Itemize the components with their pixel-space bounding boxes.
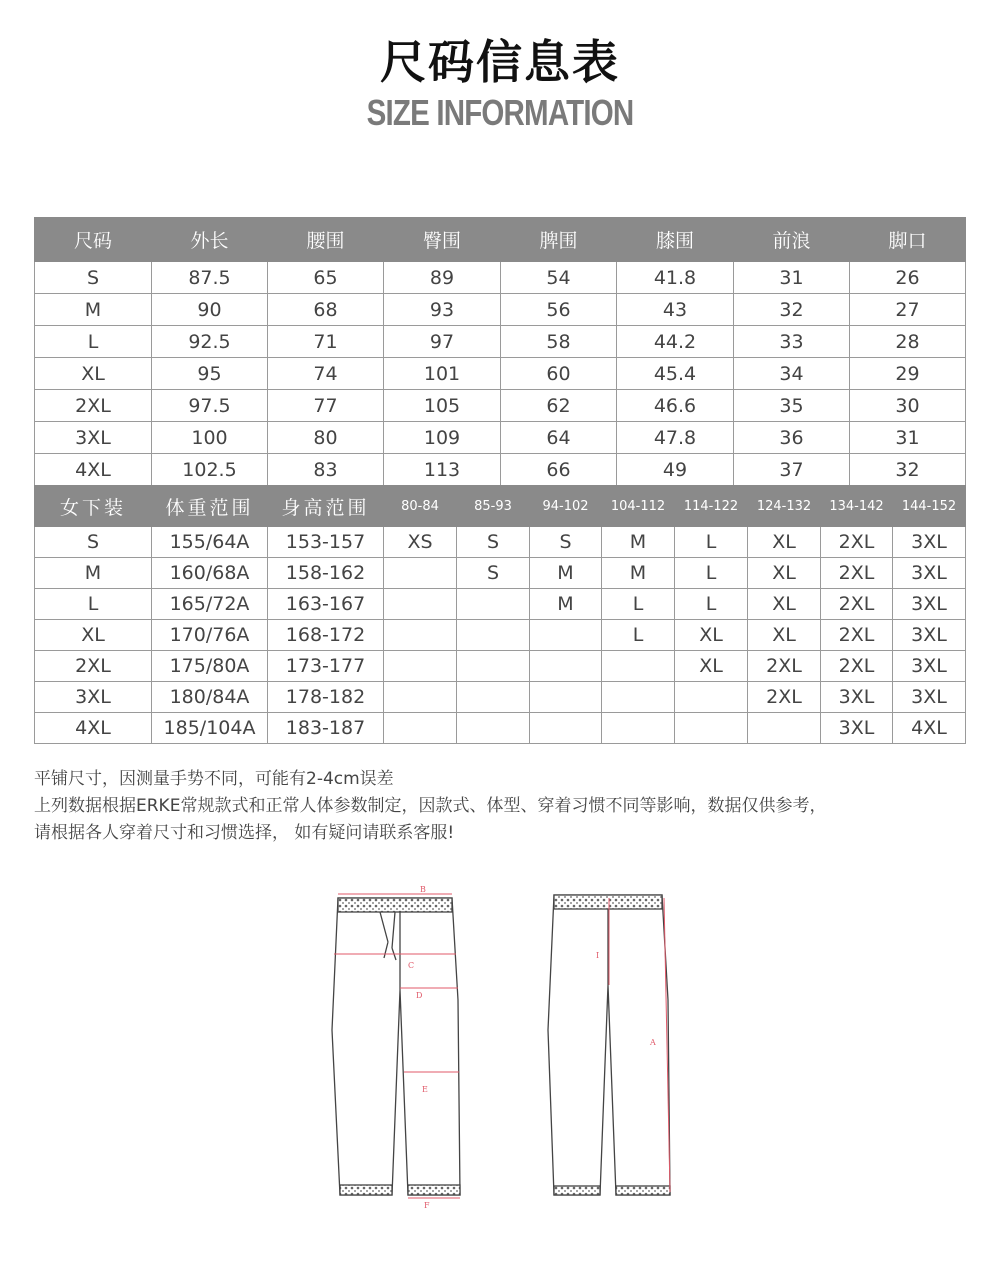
table-cell: XL	[675, 620, 748, 651]
column-header: 134-142	[821, 486, 893, 527]
table-cell: 60	[501, 358, 617, 390]
column-header: 124-132	[748, 486, 821, 527]
table-cell	[384, 558, 457, 589]
label-e: E	[422, 1085, 428, 1094]
table-cell: 2XL	[35, 390, 152, 422]
table-cell	[675, 713, 748, 744]
column-header: 114-122	[675, 486, 748, 527]
table-cell: 28	[850, 326, 966, 358]
label-b: B	[420, 885, 426, 894]
table-cell	[457, 620, 530, 651]
table-cell	[384, 682, 457, 713]
table-cell: 2XL	[35, 651, 152, 682]
column-header: 体重范围	[152, 486, 268, 527]
table-cell: XL	[35, 358, 152, 390]
table-cell: 35	[734, 390, 850, 422]
table-cell: 3XL	[35, 422, 152, 454]
column-header: 脾围	[501, 218, 617, 262]
table-cell: 163-167	[268, 589, 384, 620]
table-cell: 32	[734, 294, 850, 326]
note-line: 平铺尺寸，因测量手势不同，可能有2-4cm误差	[34, 769, 394, 789]
table-row	[35, 454, 966, 486]
column-header: 104-112	[602, 486, 675, 527]
table-cell: 47.8	[617, 422, 734, 454]
table-cell	[602, 713, 675, 744]
table-cell: M	[530, 558, 602, 589]
table-cell: 165/72A	[152, 589, 268, 620]
table-row	[35, 682, 966, 713]
table-cell: 44.2	[617, 326, 734, 358]
table-cell	[384, 651, 457, 682]
table-cell: 3XL	[821, 682, 893, 713]
table-cell: 3XL	[893, 558, 966, 589]
table-cell: 62	[501, 390, 617, 422]
column-header: 80-84	[384, 486, 457, 527]
table-cell: 2XL	[821, 527, 893, 558]
table-cell: 180/84A	[152, 682, 268, 713]
table-cell: 3XL	[821, 713, 893, 744]
column-header: 脚口	[850, 218, 966, 262]
table-cell	[384, 589, 457, 620]
table-cell: 3XL	[893, 589, 966, 620]
table-cell: 3XL	[893, 620, 966, 651]
table-cell: 64	[501, 422, 617, 454]
table-cell	[457, 589, 530, 620]
table-cell: 109	[384, 422, 501, 454]
table-cell: 97	[384, 326, 501, 358]
fit-table	[34, 485, 966, 744]
page-title: 尺码信息表	[380, 35, 620, 89]
label-i: I	[596, 951, 600, 960]
page-subtitle: SIZE INFORMATION	[366, 92, 634, 133]
table-cell: 80	[268, 422, 384, 454]
note-line: 请根据各人穿着尺寸和习惯选择， 如有疑问请联系客服!	[34, 823, 455, 843]
table-cell: 4XL	[893, 713, 966, 744]
table-cell: 27	[850, 294, 966, 326]
table-cell: 105	[384, 390, 501, 422]
table-cell: S	[35, 262, 152, 294]
measurement-table-header	[35, 218, 966, 262]
table-cell: 54	[501, 262, 617, 294]
table-cell: 101	[384, 358, 501, 390]
table-cell	[530, 713, 602, 744]
column-header: 臀围	[384, 218, 501, 262]
label-a: A	[650, 1038, 656, 1047]
table-cell: 56	[501, 294, 617, 326]
table-cell: 168-172	[268, 620, 384, 651]
table-cell: L	[602, 620, 675, 651]
label-f: F	[424, 1201, 430, 1210]
table-cell: 95	[152, 358, 268, 390]
table-cell: 43	[617, 294, 734, 326]
table-cell: XL	[748, 527, 821, 558]
table-cell: 87.5	[152, 262, 268, 294]
size-notes	[34, 766, 974, 847]
table-cell: 65	[268, 262, 384, 294]
table-cell: 170/76A	[152, 620, 268, 651]
table-cell: XL	[675, 651, 748, 682]
table-cell: 37	[734, 454, 850, 486]
table-row	[35, 358, 966, 390]
table-cell: XL	[748, 558, 821, 589]
table-cell: 46.6	[617, 390, 734, 422]
column-header: 94-102	[530, 486, 602, 527]
column-header: 女下装	[35, 486, 152, 527]
table-cell: 90	[152, 294, 268, 326]
table-cell: 2XL	[821, 651, 893, 682]
fit-table-header	[35, 486, 966, 527]
table-cell: 34	[734, 358, 850, 390]
pants-measurement-diagram	[320, 880, 690, 1210]
table-cell: 29	[850, 358, 966, 390]
table-cell: 31	[850, 422, 966, 454]
table-cell: 178-182	[268, 682, 384, 713]
table-row	[35, 713, 966, 744]
table-cell: 4XL	[35, 713, 152, 744]
table-cell: 66	[501, 454, 617, 486]
table-cell	[602, 651, 675, 682]
table-cell: 97.5	[152, 390, 268, 422]
table-cell: 45.4	[617, 358, 734, 390]
measurement-table	[34, 217, 966, 486]
table-cell: 2XL	[821, 589, 893, 620]
table-cell: 93	[384, 294, 501, 326]
table-cell	[602, 682, 675, 713]
table-cell: 2XL	[821, 620, 893, 651]
table-cell: 31	[734, 262, 850, 294]
table-cell: L	[35, 326, 152, 358]
table-row	[35, 589, 966, 620]
table-cell: 32	[850, 454, 966, 486]
table-cell: 153-157	[268, 527, 384, 558]
table-cell: 185/104A	[152, 713, 268, 744]
table-cell: 158-162	[268, 558, 384, 589]
column-header: 膝围	[617, 218, 734, 262]
table-cell: 160/68A	[152, 558, 268, 589]
table-cell: 100	[152, 422, 268, 454]
table-cell: XL	[35, 620, 152, 651]
table-cell: 4XL	[35, 454, 152, 486]
table-cell: 83	[268, 454, 384, 486]
table-cell: M	[602, 527, 675, 558]
table-cell	[457, 713, 530, 744]
table-cell: S	[457, 527, 530, 558]
note-line: 上列数据根据ERKE常规款式和正常人体参数制定，因款式、体型、穿着习惯不同等影响，数据仅供参考，	[34, 796, 827, 816]
table-cell: 175/80A	[152, 651, 268, 682]
table-cell: M	[602, 558, 675, 589]
table-row	[35, 620, 966, 651]
table-cell: 92.5	[152, 326, 268, 358]
table-cell: M	[35, 294, 152, 326]
table-cell: S	[35, 527, 152, 558]
column-header: 尺码	[35, 218, 152, 262]
table-cell: S	[457, 558, 530, 589]
table-cell: 41.8	[617, 262, 734, 294]
table-cell: 173-177	[268, 651, 384, 682]
table-cell: L	[675, 589, 748, 620]
column-header: 外长	[152, 218, 268, 262]
table-cell: L	[602, 589, 675, 620]
front-pants-outline	[332, 898, 460, 1195]
table-cell: 102.5	[152, 454, 268, 486]
table-cell	[384, 713, 457, 744]
table-cell: 26	[850, 262, 966, 294]
table-cell: L	[675, 527, 748, 558]
table-row	[35, 326, 966, 358]
column-header: 85-93	[457, 486, 530, 527]
table-row	[35, 558, 966, 589]
table-cell: 36	[734, 422, 850, 454]
label-c: C	[408, 961, 415, 970]
table-cell: M	[530, 589, 602, 620]
table-cell: S	[530, 527, 602, 558]
table-cell: XL	[748, 620, 821, 651]
table-cell	[530, 682, 602, 713]
table-cell: 77	[268, 390, 384, 422]
table-cell: 3XL	[893, 651, 966, 682]
table-cell: 71	[268, 326, 384, 358]
table-cell: XS	[384, 527, 457, 558]
table-row	[35, 422, 966, 454]
table-cell: 113	[384, 454, 501, 486]
table-cell: XL	[748, 589, 821, 620]
column-header: 144-152	[893, 486, 966, 527]
table-row	[35, 390, 966, 422]
column-header: 身高范围	[268, 486, 384, 527]
table-cell: 33	[734, 326, 850, 358]
table-cell: 68	[268, 294, 384, 326]
table-cell: 155/64A	[152, 527, 268, 558]
table-row	[35, 294, 966, 326]
table-row	[35, 651, 966, 682]
table-cell: L	[675, 558, 748, 589]
table-cell: 58	[501, 326, 617, 358]
table-cell: 89	[384, 262, 501, 294]
table-cell: 3XL	[35, 682, 152, 713]
table-cell: 30	[850, 390, 966, 422]
table-row	[35, 527, 966, 558]
column-header: 前浪	[734, 218, 850, 262]
table-cell	[384, 620, 457, 651]
label-d: D	[416, 991, 423, 1000]
table-cell	[675, 682, 748, 713]
table-cell: 2XL	[748, 682, 821, 713]
table-cell: 49	[617, 454, 734, 486]
table-cell	[530, 620, 602, 651]
table-cell	[530, 651, 602, 682]
table-cell	[457, 682, 530, 713]
table-cell: 2XL	[821, 558, 893, 589]
table-cell: 3XL	[893, 682, 966, 713]
table-cell: 2XL	[748, 651, 821, 682]
table-cell: 183-187	[268, 713, 384, 744]
table-cell: L	[35, 589, 152, 620]
table-cell	[748, 713, 821, 744]
table-cell: 74	[268, 358, 384, 390]
column-header: 腰围	[268, 218, 384, 262]
table-row	[35, 262, 966, 294]
table-cell	[457, 651, 530, 682]
table-cell: 3XL	[893, 527, 966, 558]
table-cell: M	[35, 558, 152, 589]
